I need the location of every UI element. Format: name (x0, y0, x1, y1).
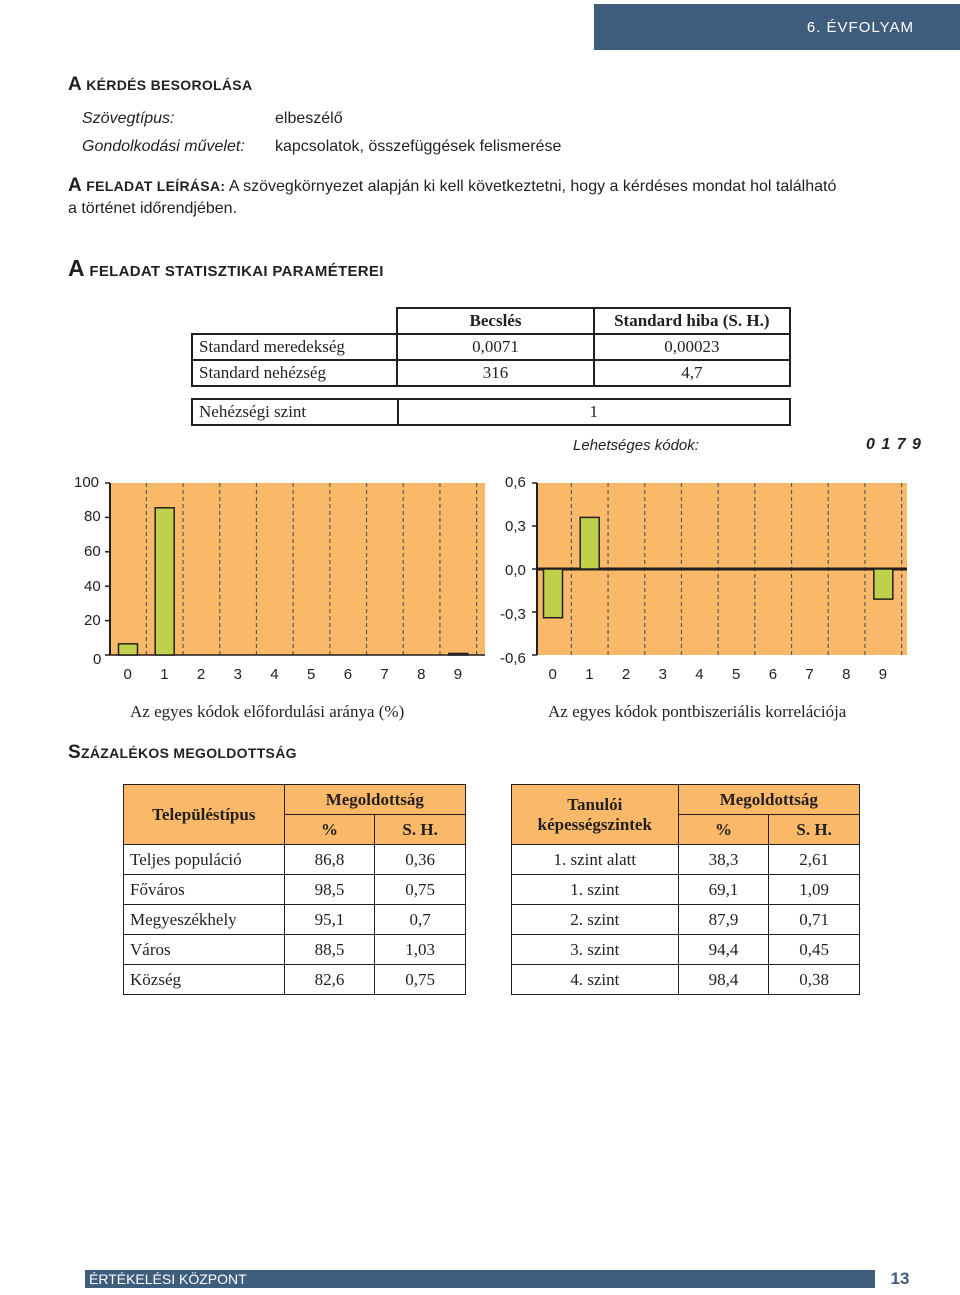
x-tick-label: 6 (768, 666, 778, 683)
col-solved: Megoldottság (284, 785, 465, 815)
bar (580, 517, 599, 569)
results-header-row (124, 785, 466, 815)
x-tick-label: 1 (585, 666, 594, 683)
settlement-results-table (123, 784, 466, 995)
stats-heading: A FELADAT STATISZTIKAI PARAMÉTEREI (68, 255, 384, 281)
col-settlement: Településtípus (124, 785, 285, 845)
codes-value: 0 1 7 9 (866, 436, 922, 453)
y-tick-label: 60 (84, 543, 101, 560)
x-tick-label: 8 (417, 666, 426, 683)
x-tick-label: 1 (160, 666, 169, 683)
table-row: Megyeszékhely 95,1 0,7 (124, 905, 466, 935)
y-tick-label: 0,0 (505, 562, 526, 579)
x-tick-label: 5 (732, 666, 741, 683)
col-se: Standard hiba (S. H.) (594, 308, 790, 334)
frequency-chart-plot (105, 475, 485, 665)
stats-row-estimate: 316 (397, 360, 593, 386)
stats-row-estimate: 0,0071 (397, 334, 593, 360)
y-tick-label: -0,3 (500, 606, 526, 623)
y-tick-label: -0,6 (500, 650, 526, 667)
correlation-chart-plot (532, 475, 907, 665)
x-tick-label: 0 (123, 666, 132, 683)
table-row: Teljes populáció 86,8 0,36 (124, 845, 466, 875)
stats-row (192, 360, 790, 386)
x-tick-label: 7 (805, 666, 814, 683)
stats-table (191, 307, 791, 387)
x-axis-labels (112, 666, 474, 686)
x-tick-label: 4 (695, 666, 704, 683)
bar (449, 653, 468, 655)
x-tick-label: 6 (343, 666, 353, 683)
codes-label: Lehetséges kódok: (573, 437, 699, 454)
table-row: Város 88,5 1,03 (124, 935, 466, 965)
ability-results-table (511, 784, 860, 995)
x-tick-label: 5 (307, 666, 316, 683)
footer-label: ÉRTÉKELÉSI KÖZPONT (85, 1270, 251, 1288)
grade-header (594, 4, 960, 50)
operation-value: kapcsolatok, összefüggések felismerése (275, 138, 562, 155)
col-se: S. H. (375, 815, 466, 845)
y-tick-label: 80 (84, 508, 101, 525)
text-type-value: elbeszélő (275, 110, 343, 127)
table-row: 4. szint 98,4 0,38 (512, 965, 860, 995)
task-line-1: A szövegkörnyezet alapján ki kell következtetni, hogy a kérdéses mondat hol található (228, 178, 837, 195)
text-type-label: Szövegtípus: (82, 110, 175, 127)
bar (119, 644, 138, 655)
col-pct: % (678, 815, 769, 845)
table-row: 3. szint 94,4 0,45 (512, 935, 860, 965)
col-pct: % (284, 815, 375, 845)
x-tick-label: 4 (270, 666, 279, 683)
table-row: 2. szint 87,9 0,71 (512, 905, 860, 935)
x-tick-label: 7 (380, 666, 389, 683)
task-description (68, 175, 836, 197)
y-tick-label: 100 (74, 474, 100, 491)
stats-row-label: Standard nehézség (192, 360, 397, 386)
x-tick-label: 3 (658, 666, 667, 683)
page-number: 13 (875, 1268, 925, 1290)
stats-row-label: Standard meredekség (192, 334, 397, 360)
x-tick-label: 0 (548, 666, 557, 683)
y-tick-label: 20 (84, 612, 101, 629)
table-row: 1. szint alatt 38,3 2,61 (512, 845, 860, 875)
x-tick-label: 2 (621, 666, 631, 683)
bar (155, 508, 174, 655)
stats-row (192, 334, 790, 360)
stats-row-se: 0,00023 (594, 334, 790, 360)
y-tick-label: 0,6 (505, 474, 526, 491)
stats-header-row (192, 308, 790, 334)
bar (874, 569, 893, 599)
table-row: 1. szint 69,1 1,09 (512, 875, 860, 905)
y-tick-label: 40 (84, 578, 101, 595)
bar (544, 569, 563, 618)
x-tick-label: 9 (453, 666, 463, 683)
x-tick-label: 8 (842, 666, 851, 683)
x-tick-label: 2 (196, 666, 206, 683)
frequency-chart-caption: Az egyes kódok előfordulási aránya (%) (130, 702, 405, 721)
col-se: S. H. (769, 815, 860, 845)
correlation-chart-caption: Az egyes kódok pontbiszeriális korrelációja (548, 702, 847, 721)
task-line-2: a történet időrendjében. (68, 200, 238, 217)
operation-label: Gondolkodási művelet: (82, 138, 245, 155)
difficulty-table (191, 398, 791, 426)
classification-heading: A KÉRDÉS BESOROLÁSA (68, 74, 253, 95)
col-estimate: Becslés (397, 308, 593, 334)
y-tick-label: 0 (93, 651, 102, 668)
results-heading: SZÁZALÉKOS MEGOLDOTTSÁG (68, 742, 297, 763)
y-tick-label: 0,3 (505, 518, 526, 535)
col-solved: Megoldottság (678, 785, 859, 815)
x-tick-label: 3 (233, 666, 242, 683)
task-heading: A FELADAT LEÍRÁSA: (68, 175, 226, 196)
difficulty-value: 1 (398, 399, 791, 425)
col-ability: Tanulói képességszintek (512, 785, 679, 845)
table-row: Község 82,6 0,75 (124, 965, 466, 995)
stats-row-se: 4,7 (594, 360, 790, 386)
table-row: Főváros 98,5 0,75 (124, 875, 466, 905)
grade-label: 6. ÉVFOLYAM (806, 18, 914, 36)
x-axis-labels (540, 666, 902, 686)
x-tick-label: 9 (878, 666, 888, 683)
difficulty-label: Nehézségi szint (192, 399, 398, 425)
results-header-row (512, 785, 860, 815)
